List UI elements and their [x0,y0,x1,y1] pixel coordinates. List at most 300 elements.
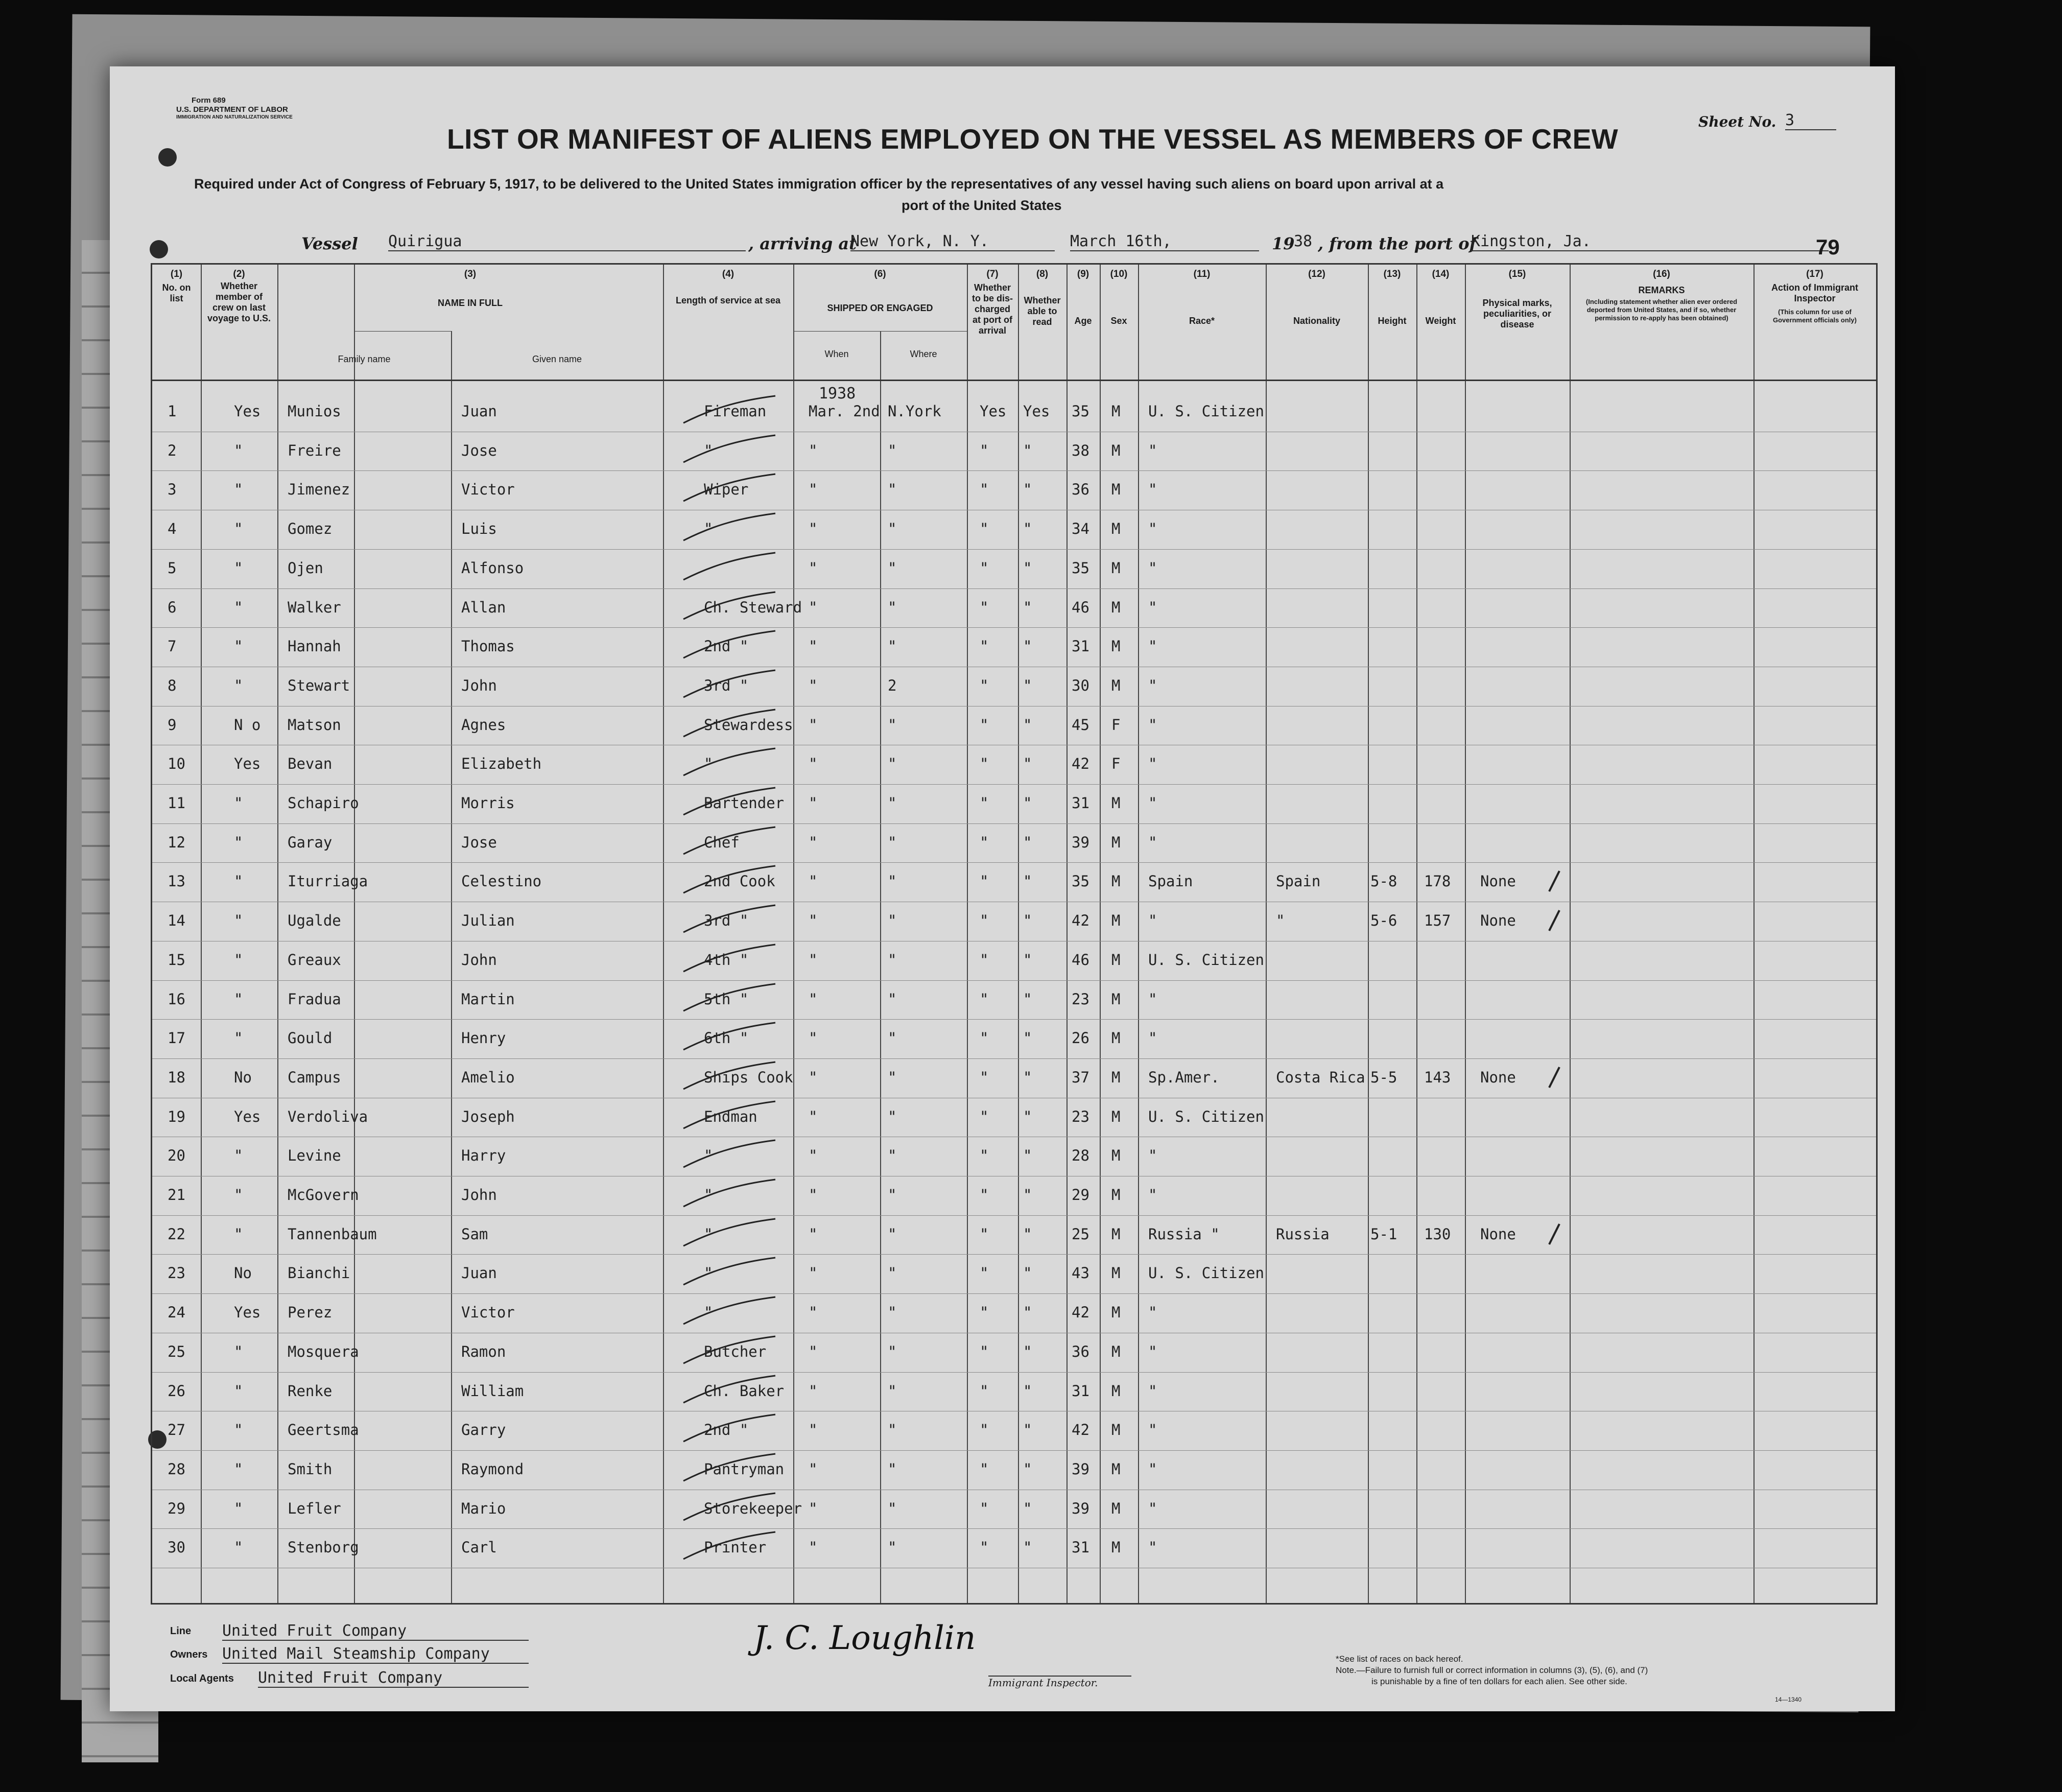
given-name-cell: Juan [461,1264,497,1282]
weight-cell: 143 [1424,1068,1451,1086]
race-cell: " [1148,638,1157,655]
service-checkmark-icon [678,669,780,700]
family-name-cell: Freire [288,441,341,459]
ship-position-cell: Ships Cook [704,1068,793,1086]
sex-cell: M [1111,1421,1121,1439]
col-15-header: Physical marks, peculiarities, or disease [1482,298,1552,329]
col-3-number: (3) [464,269,477,279]
table-row [152,1372,1876,1411]
shipped-where-cell: " [888,1342,897,1360]
age-cell: 39 [1072,1499,1089,1517]
shipped-where-cell: " [888,990,897,1008]
read-flag-cell: " [1023,1186,1032,1204]
punch-hole [150,240,168,258]
col-1-header: No. on list [162,282,191,303]
age-cell: 35 [1072,403,1089,420]
discharge-flag-cell: " [980,1068,989,1086]
col-9-header: Age [1074,316,1092,326]
given-name-cell: Henry [461,1029,506,1047]
race-cell: " [1148,1499,1157,1517]
discharge-flag-cell: " [980,716,989,734]
physical-marks-cell: None [1480,1225,1516,1243]
shipped-when-cell: " [809,716,818,734]
shipped-when-cell: " [809,833,818,851]
given-name-cell: Jose [461,833,497,851]
col-12-number: (12) [1308,269,1325,279]
shipped-where-cell: " [888,951,897,969]
family-name-cell: Walker [288,598,341,616]
read-flag-cell: " [1023,794,1032,812]
shipped-where-cell: " [888,912,897,930]
service-checkmark-icon [678,630,780,661]
table-row [152,1333,1876,1372]
shipped-when-cell: " [809,1499,818,1517]
prior-voyage-cell: " [234,441,243,459]
nationality-cell: " [1276,912,1285,930]
service-checkmark-icon [678,747,780,778]
age-cell: 45 [1072,716,1089,734]
table-row [152,1098,1876,1137]
row-number-cell: 28 [168,1460,185,1478]
arriving-label: , arriving at [748,234,857,253]
discharge-flag-cell: " [980,598,989,616]
service-checkmark-icon [678,1296,780,1327]
discharge-flag-cell: " [980,990,989,1008]
family-name-cell: Geertsma [288,1421,359,1439]
prior-voyage-cell: " [234,873,243,890]
shipped-where-cell: " [888,1147,897,1165]
penalty-note: Note.—Failure to furnish full or correct information in columns (3), (5), (6), and (7) [1336,1665,1648,1675]
read-flag-cell: " [1023,1225,1032,1243]
sex-cell: M [1111,638,1121,655]
row-number-cell: 19 [168,1107,185,1125]
prior-voyage-cell: Yes [234,1304,261,1322]
discharge-flag-cell: " [980,1264,989,1282]
nationality-cell: Spain [1276,873,1321,890]
given-name-cell: Allan [461,598,506,616]
col-15-number: (15) [1508,269,1526,279]
prior-voyage-cell: " [234,1460,243,1478]
shipped-where-cell: " [888,794,897,812]
height-cell: 5-8 [1370,873,1397,890]
family-name-cell: Greaux [288,951,341,969]
row-number-cell: 14 [168,912,185,930]
family-name-cell: Perez [288,1304,333,1322]
service-checkmark-icon [678,1218,780,1248]
ship-position-cell: Ch. Baker [704,1382,785,1400]
shipped-where-cell: " [888,1186,897,1204]
col-2-number: (2) [233,269,245,279]
nationality-cell: Russia [1276,1225,1330,1243]
race-cell: " [1148,1029,1157,1047]
race-cell: " [1148,794,1157,812]
height-cell: 5-6 [1370,912,1397,930]
page-stamp: 79 [1816,235,1840,259]
race-cell: " [1148,598,1157,616]
sex-cell: M [1111,520,1121,538]
shipped-when-cell: " [809,912,818,930]
discharge-flag-cell: " [980,873,989,890]
from-port-label: , from the port of [1318,234,1477,253]
shipped-when-cell: " [809,1460,818,1478]
row-number-cell: 11 [168,794,185,812]
row-number-cell: 1 [168,403,177,420]
sex-cell: M [1111,990,1121,1008]
read-flag-cell: " [1023,1147,1032,1165]
manifest-sheet [110,66,1895,1711]
col-13-number: (13) [1383,269,1401,279]
ship-position-cell: " [704,1225,713,1243]
sex-cell: M [1111,1342,1121,1360]
read-flag-cell: " [1023,833,1032,851]
punch-hole [158,148,177,167]
line-label: Line [170,1625,192,1637]
shipped-where-cell: " [888,1264,897,1282]
read-flag-cell: " [1023,1382,1032,1400]
prior-voyage-cell: " [234,1499,243,1517]
race-cell: " [1148,481,1157,499]
check-tick-icon [1547,1065,1562,1090]
family-name-cell: Iturriaga [288,873,368,890]
prior-voyage-cell: " [234,1382,243,1400]
prior-voyage-cell: " [234,1342,243,1360]
given-name-cell: Jose [461,441,497,459]
shipped-when-cell: " [809,1147,818,1165]
ship-position-cell: Bartender [704,794,785,812]
sex-cell: M [1111,1499,1121,1517]
read-flag-cell: " [1023,912,1032,930]
family-name-cell: Bianchi [288,1264,350,1282]
shipped-where-cell: " [888,873,897,890]
sex-cell: M [1111,559,1121,577]
shipped-where-cell: " [888,598,897,616]
table-row [152,941,1876,980]
race-cell: U. S. Citizen [1148,1107,1264,1125]
family-name-cell: Smith [288,1460,333,1478]
race-cell: Spain [1148,873,1193,890]
service-checkmark-icon [678,1257,780,1287]
ship-position-cell: Chef [704,833,740,851]
discharge-flag-cell: " [980,481,989,499]
prior-voyage-cell: " [234,1186,243,1204]
shipped-where-cell: " [888,1499,897,1517]
table-row [152,1137,1876,1176]
table-row [152,823,1876,863]
family-name-cell: Gould [288,1029,333,1047]
prior-voyage-cell: " [234,598,243,616]
col-6-header: SHIPPED OR ENGAGED [827,303,933,313]
prior-voyage-cell: Yes [234,1107,261,1125]
table-row [152,432,1876,471]
race-cell: " [1148,1460,1157,1478]
family-name-cell: Tannenbaum [288,1225,377,1243]
races-note: *See list of races on back hereof. [1336,1654,1463,1664]
age-cell: 39 [1072,833,1089,851]
col-4-header: Length of service at sea [675,295,781,305]
discharge-flag-cell: " [980,1342,989,1360]
col-7-number: (7) [986,269,999,279]
height-cell: 5-1 [1370,1225,1397,1243]
read-flag-cell: " [1023,598,1032,616]
sex-cell: M [1111,1029,1121,1047]
shipped-where-cell: " [888,833,897,851]
family-name-cell: Levine [288,1147,341,1165]
given-name-cell: Carl [461,1539,497,1557]
race-cell: U. S. Citizen [1148,951,1264,969]
age-cell: 35 [1072,873,1089,890]
table-row [152,1528,1876,1568]
given-name-cell: John [461,676,497,694]
line-value: United Fruit Company [222,1622,529,1641]
family-name-cell: Munios [288,403,341,420]
family-name-cell: Renke [288,1382,333,1400]
service-checkmark-icon [678,552,780,582]
service-checkmark-icon [678,787,780,817]
shipped-when-cell: " [809,441,818,459]
col-16-subheader: (Including statement whether alien ever ordered deported from United States, and if so, whether permission to re-apply has been obtained) [1585,298,1738,322]
weight-cell: 130 [1424,1225,1451,1243]
year-annotation: 1938 [819,385,856,403]
prior-voyage-cell: " [234,1147,243,1165]
prior-voyage-cell: " [234,520,243,538]
given-name-cell: John [461,951,497,969]
family-name-cell: Gomez [288,520,333,538]
service-checkmark-icon [678,709,780,739]
service-checkmark-icon [678,944,780,974]
race-cell: " [1148,1342,1157,1360]
ship-position-cell: 3rd " [704,676,749,694]
family-name-cell: Bevan [288,755,333,773]
race-cell: " [1148,990,1157,1008]
race-cell: Sp.Amer. [1148,1068,1220,1086]
col-16-header: REMARKS [1638,285,1685,295]
prior-voyage-cell: " [234,833,243,851]
ship-position-cell: 6th " [704,1029,749,1047]
read-flag-cell: " [1023,873,1032,890]
sex-cell: M [1111,1225,1121,1243]
sex-cell: M [1111,441,1121,459]
family-name-cell: Matson [288,716,341,734]
given-name-cell: Amelio [461,1068,515,1086]
given-name-cell: Mario [461,1499,506,1517]
race-cell: " [1148,1304,1157,1322]
sex-cell: F [1111,755,1121,773]
discharge-flag-cell: " [980,794,989,812]
row-number-cell: 6 [168,598,177,616]
ship-position-cell: " [704,1264,713,1282]
read-flag-cell: " [1023,716,1032,734]
col-10-header: Sex [1110,316,1127,326]
race-cell: U. S. Citizen [1148,403,1264,420]
ship-position-cell: Stewardess [704,716,793,734]
service-checkmark-icon [678,1022,780,1052]
discharge-flag-cell: " [980,912,989,930]
shipped-where-cell: " [888,1029,897,1047]
prior-voyage-cell: " [234,1421,243,1439]
age-cell: 28 [1072,1147,1089,1165]
col-13-header: Height [1378,316,1407,326]
sex-cell: M [1111,598,1121,616]
family-name-cell: Stewart [288,676,350,694]
given-name-cell: John [461,1186,497,1204]
table-row [152,1058,1876,1098]
discharge-flag-cell: " [980,559,989,577]
family-name-cell: Campus [288,1068,341,1086]
family-name-cell: Fradua [288,990,341,1008]
sex-cell: M [1111,912,1121,930]
physical-marks-cell: None [1480,873,1516,890]
ship-position-cell: Butcher [704,1342,767,1360]
table-row [152,745,1876,784]
shipped-where-cell: " [888,559,897,577]
row-number-cell: 8 [168,676,177,694]
row-number-cell: 24 [168,1304,185,1322]
family-name-cell: Hannah [288,638,341,655]
shipped-when-cell: " [809,1264,818,1282]
physical-marks-cell: None [1480,912,1516,930]
read-flag-cell: " [1023,638,1032,655]
row-number-cell: 18 [168,1068,185,1086]
discharge-flag-cell: " [980,441,989,459]
shipped-where-cell: 2 [888,676,897,694]
race-cell: " [1148,520,1157,538]
shipped-when-cell: " [809,1107,818,1125]
sex-cell: M [1111,1382,1121,1400]
discharge-flag-cell: " [980,1147,989,1165]
row-number-cell: 7 [168,638,177,655]
shipped-where-cell: " [888,520,897,538]
discharge-flag-cell: " [980,1460,989,1478]
discharge-flag-cell: Yes [980,403,1007,420]
discharge-flag-cell: " [980,1186,989,1204]
table-row [152,627,1876,667]
prior-voyage-cell: " [234,638,243,655]
family-name-cell: Ojen [288,559,323,577]
read-flag-cell: " [1023,990,1032,1008]
vessel-label: Vessel [301,234,358,253]
table-row [152,549,1876,588]
race-cell: " [1148,441,1157,459]
discharge-flag-cell: " [980,1421,989,1439]
race-cell: " [1148,912,1157,930]
sex-cell: M [1111,1068,1121,1086]
race-cell: " [1148,716,1157,734]
col-8-number: (8) [1036,269,1049,279]
age-cell: 43 [1072,1264,1089,1282]
col-3a-header: Family name [338,354,391,364]
age-cell: 23 [1072,990,1089,1008]
check-tick-icon [1547,1221,1562,1247]
read-flag-cell: " [1023,676,1032,694]
ship-position-cell: " [704,1304,713,1322]
table-row [152,1293,1876,1333]
ship-position-cell: " [704,755,713,773]
age-cell: 23 [1072,1107,1089,1125]
sheet-number-label: Sheet No. [1698,113,1776,130]
col-7-header: Whether to be dis-charged at port of arrival [972,282,1013,336]
age-cell: 42 [1072,1304,1089,1322]
check-tick-icon [1547,908,1562,933]
shipped-where-cell: " [888,1107,897,1125]
col-17-header: Action of Immigrant Inspector [1771,282,1858,303]
read-flag-cell: " [1023,1304,1032,1322]
form-subtitle-cont: port of the United States [902,198,1062,213]
discharge-flag-cell: " [980,1382,989,1400]
ship-position-cell: 2nd Cook [704,873,775,890]
read-flag-cell: " [1023,1499,1032,1517]
row-number-cell: 15 [168,951,185,969]
shipped-when-cell: " [809,1225,818,1243]
row-number-cell: 17 [168,1029,185,1047]
prior-voyage-cell: No [234,1264,252,1282]
ship-position-cell: " [704,1186,713,1204]
ship-position-cell: " [704,520,713,538]
department-name: U.S. DEPARTMENT OF LABOR [176,105,288,114]
row-number-cell: 2 [168,441,177,459]
sex-cell: M [1111,403,1121,420]
arrival-date: March 16th, [1070,232,1259,251]
race-cell: " [1148,755,1157,773]
col-8-header: Whether able to read [1024,295,1061,327]
weight-cell: 178 [1424,873,1451,890]
nationality-cell: Costa Rica [1276,1068,1365,1086]
table-row [152,470,1876,510]
shipped-where-cell: " [888,1460,897,1478]
given-name-cell: Luis [461,520,497,538]
age-cell: 31 [1072,1382,1089,1400]
prior-voyage-cell: " [234,951,243,969]
table-row [152,1215,1876,1255]
discharge-flag-cell: " [980,833,989,851]
given-name-cell: William [461,1382,524,1400]
family-name-cell: Garay [288,833,333,851]
discharge-flag-cell: " [980,1107,989,1125]
ship-position-cell: 2nd " [704,1421,749,1439]
col-4-number: (4) [722,269,734,279]
read-flag-cell: " [1023,441,1032,459]
race-cell: " [1148,1147,1157,1165]
service-checkmark-icon [678,1061,780,1092]
family-name-cell: McGovern [288,1186,359,1204]
family-name-cell: Ugalde [288,912,341,930]
sex-cell: M [1111,1460,1121,1478]
prior-voyage-cell: N o [234,716,261,734]
shipped-where-cell: N.York [888,403,941,420]
shipped-when-cell: " [809,755,818,773]
age-cell: 37 [1072,1068,1089,1086]
vessel-name: Quirigua [388,232,746,251]
col-9-number: (9) [1077,269,1089,279]
shipped-when-cell: " [809,598,818,616]
shipped-when-cell: " [809,559,818,577]
ship-position-cell: Ch. Steward [704,598,802,616]
read-flag-cell: " [1023,1460,1032,1478]
col-14-header: Weight [1425,316,1456,326]
col-3b-header: Given name [532,354,582,364]
read-flag-cell: " [1023,1539,1032,1557]
prior-voyage-cell: No [234,1068,252,1086]
shipped-where-cell: " [888,1225,897,1243]
discharge-flag-cell: " [980,1029,989,1047]
service-checkmark-icon [678,1139,780,1170]
col-17-number: (17) [1806,269,1823,279]
discharge-flag-cell: " [980,638,989,655]
table-row [152,706,1876,745]
shipped-when-cell: " [809,1304,818,1322]
prior-voyage-cell: " [234,990,243,1008]
family-name-cell: Schapiro [288,794,359,812]
discharge-flag-cell: " [980,1304,989,1322]
